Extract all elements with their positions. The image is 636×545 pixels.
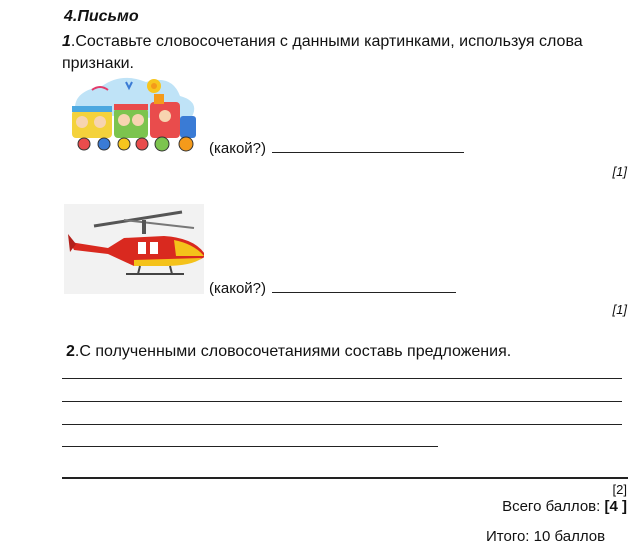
points-1: [1]: [612, 164, 627, 179]
answer-blank-2[interactable]: [272, 280, 456, 293]
prompt-1: (какой?): [209, 140, 267, 157]
task-2-text: .С полученными словосочетаниями составь предложения.: [74, 343, 512, 360]
task-1-instruction: [62, 31, 622, 75]
task-1-number: 1: [62, 33, 71, 50]
prompt-2: (какой?): [209, 280, 267, 297]
writing-line-4[interactable]: [62, 446, 438, 447]
helicopter-image: [64, 204, 204, 294]
writing-line-2[interactable]: [62, 401, 622, 402]
section-title: 4.Письмо: [64, 8, 139, 25]
task-1-text: .Составьте словосочетания с данными картинками, используя слова признаки.: [62, 33, 583, 72]
answer-line-2: [209, 280, 456, 297]
total-value: [4 ]: [604, 498, 627, 515]
writing-line-5[interactable]: [62, 477, 628, 479]
answer-line-1: [209, 140, 464, 157]
points-2: [1]: [612, 302, 627, 317]
total-label: Всего баллов:: [502, 498, 601, 515]
answer-blank-1[interactable]: [272, 140, 464, 153]
cut-off-total: Итого: 10 баллов: [486, 528, 606, 545]
writing-line-3[interactable]: [62, 424, 622, 425]
total-score: [502, 498, 627, 515]
task-2-instruction: [66, 343, 511, 361]
task-2-number: 2: [66, 343, 75, 360]
points-task-2: [2]: [612, 482, 627, 497]
toy-train-image: [62, 72, 204, 156]
writing-line-1[interactable]: [62, 378, 622, 379]
